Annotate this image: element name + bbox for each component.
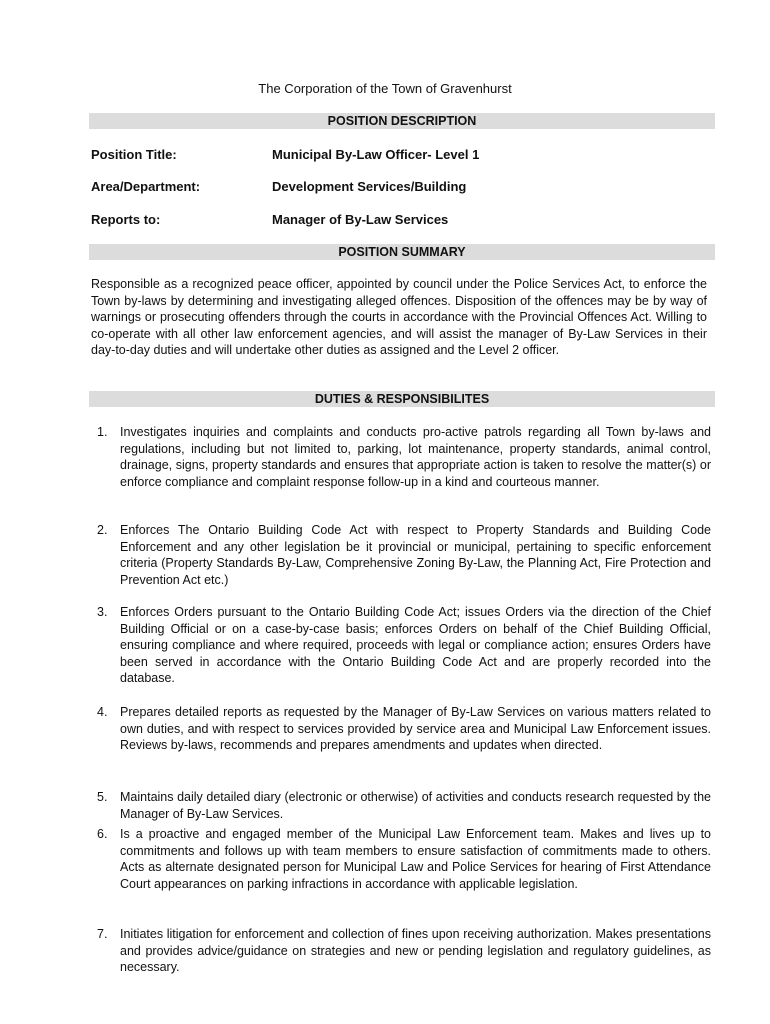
area-department-value: Development Services/Building <box>272 179 467 194</box>
organization-title: The Corporation of the Town of Gravenhurst <box>258 81 512 96</box>
duty-text: Enforces Orders pursuant to the Ontario Building Code Act; issues Orders via the direction of the Chief Building Official or on a case-by-case basis; enforces Orders on behalf of the Chief Building Official, ensuring compliance and where required, proceeds with legal or compliance action; ensures Orders have been served in accordance with the Ontario Building Code Act and are properly recorded into the database. <box>120 605 711 685</box>
duty-text: Is a proactive and engaged member of the Municipal Law Enforcement team. Makes and lives up to commitments and follows up with team members to ensure satisfaction of commitments made to others. Acts as alternate designated person for Municipal Law and Police Services for hearing of First Attendance Court appearances on parking infractions in accordance with applicable legislation. <box>120 827 711 891</box>
duty-item <box>97 604 711 687</box>
duty-number: 1. <box>97 425 108 439</box>
duty-number: 6. <box>97 827 108 841</box>
position-title-label: Position Title: <box>91 147 177 162</box>
duty-number: 3. <box>97 605 108 619</box>
duty-number: 2. <box>97 523 108 537</box>
duty-item <box>97 704 711 754</box>
duty-item <box>97 522 711 588</box>
duty-number: 7. <box>97 927 108 941</box>
duty-text: Enforces The Ontario Building Code Act with respect to Property Standards and Building Code Enforcement and any other legislation be it provincial or municipal, pertaining to specific enforcement criteria (Property Standards By-Law, Comprehensive Zoning By-Law, the Planning Act, Fire Protection and Prevention Act etc.) <box>120 523 711 587</box>
duty-text: Initiates litigation for enforcement and collection of fines upon receiving authorization. Makes presentations and provides advice/guidance on strategies and new or pending legislation and regulatory guidelines, as necessary. <box>120 927 711 974</box>
duty-text: Investigates inquiries and complaints and conducts pro-active patrols regarding all Town by-laws and regulations, including but not limited to, parking, lot maintenance, property standards, animal control, drainage, signs, property standards and ensures that appropriate action is taken to resolve the matter(s) or enforce compliance and complaint response follow-up in a kind and courteous manner. <box>120 425 711 489</box>
duty-item <box>97 424 711 490</box>
duty-text: Prepares detailed reports as requested by the Manager of By-Law Services on various matters related to own duties, and with respect to services provided by service area and Municipal Law Enforcement issues. Reviews by-laws, recommends and prepares amendments and updates when directed. <box>120 705 711 752</box>
duty-text: Maintains daily detailed diary (electronic or otherwise) of activities and conducts research requested by the Manager of By-Law Services. <box>120 790 711 821</box>
position-summary-heading: POSITION SUMMARY <box>89 244 715 260</box>
duty-item <box>97 826 711 892</box>
duty-item <box>97 926 711 976</box>
duty-number: 5. <box>97 790 108 804</box>
position-summary-text: Responsible as a recognized peace officer, appointed by council under the Police Services Act, to enforce the Town by-laws by determining and investigating alleged offences. Disposition of the offences may be by way of warnings or prosecuting offenders through the courts in accordance with the Provincial Offences Act. Willing to co-operate with all other law enforcement agencies, and will assist the manager of By-Law Services in their day-to-day duties and will undertake other duties as assigned and the Level 2 officer. <box>91 277 707 357</box>
position-title-value: Municipal By-Law Officer- Level 1 <box>272 147 480 162</box>
reports-to-value: Manager of By-Law Services <box>272 212 449 227</box>
duty-number: 4. <box>97 705 108 719</box>
position-description-heading: POSITION DESCRIPTION <box>89 113 715 129</box>
duties-heading: DUTIES & RESPONSIBILITES <box>89 391 715 407</box>
area-department-label: Area/Department: <box>91 179 201 194</box>
duty-item <box>97 789 711 822</box>
reports-to-label: Reports to: <box>91 212 161 227</box>
